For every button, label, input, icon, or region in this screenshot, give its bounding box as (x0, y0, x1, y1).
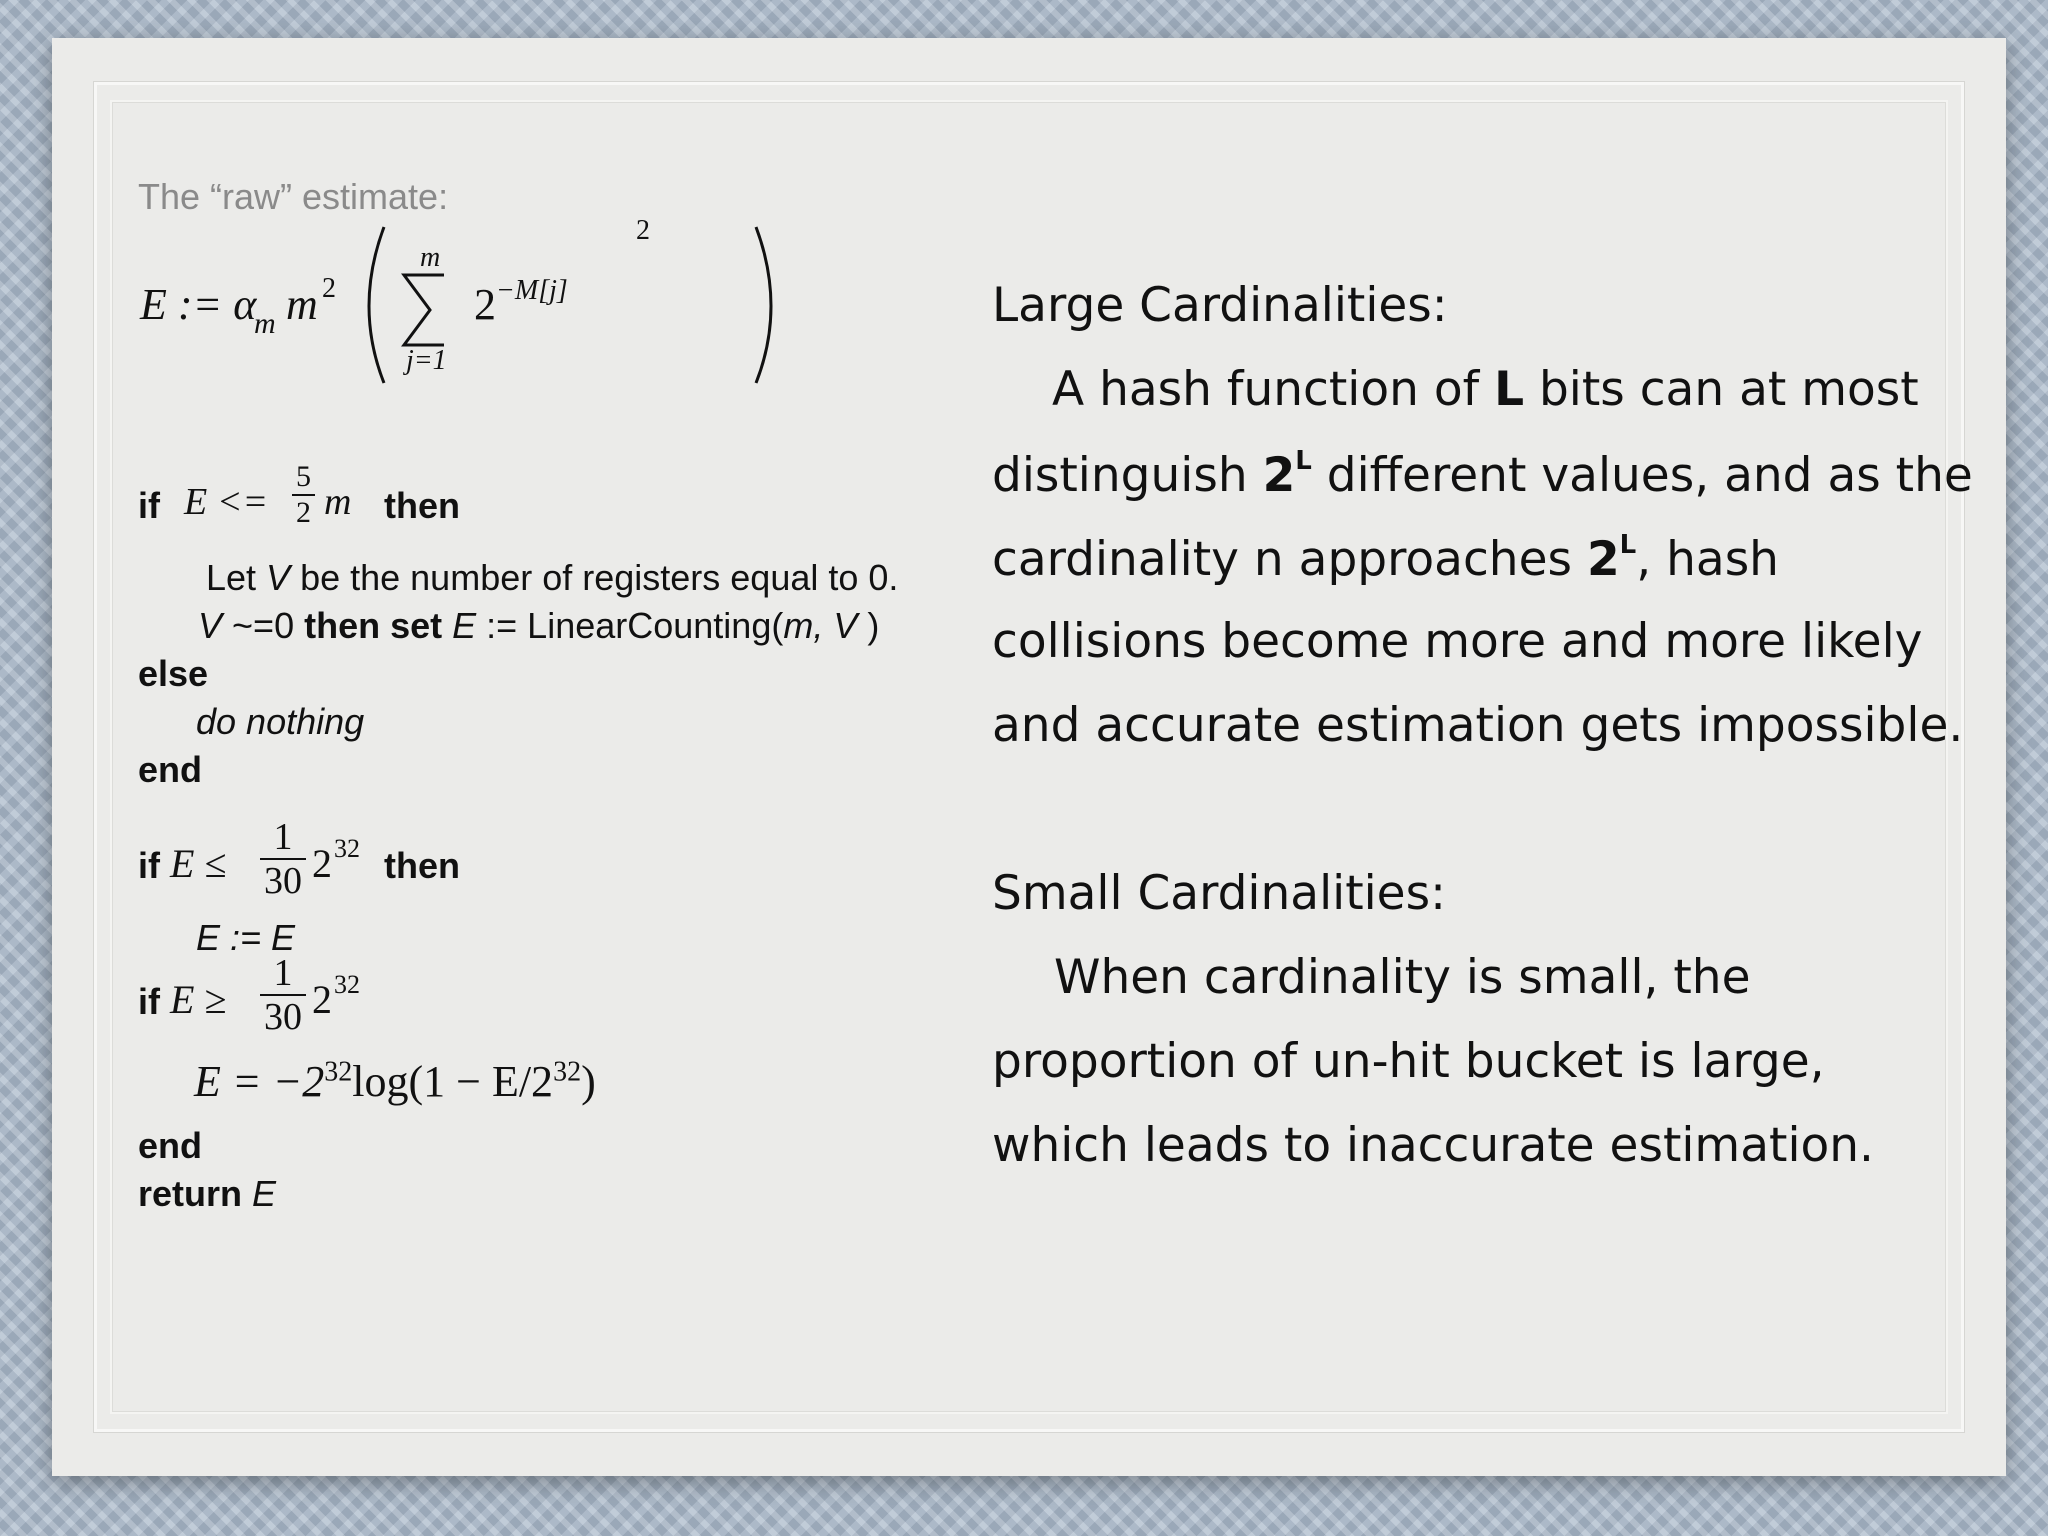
sigma-symbol (404, 275, 444, 345)
large-line-2 (992, 446, 1973, 503)
large-line-1 (1052, 362, 1919, 417)
large-l1-bold: L (1494, 362, 1525, 417)
alg2-if2: if (138, 981, 160, 1022)
alg1-let-line (206, 557, 898, 599)
assign-close: ) (857, 605, 880, 646)
large-l2-post: different values, and as the (1311, 448, 1973, 503)
assign-args: m, V (783, 605, 858, 646)
let-var: V (266, 557, 291, 598)
formula2-exp2: 32 (553, 1056, 582, 1088)
formula2-lhs: E = −2 (194, 1057, 325, 1106)
large-l3-post: , hash (1636, 532, 1779, 587)
alg2-if1: if (138, 845, 160, 886)
alg1-cond-m: m (324, 481, 352, 523)
alg2-frac2-den: 30 (260, 994, 306, 1036)
large-l1-pre: A hash function of (1052, 362, 1495, 417)
formula2-mid: log(1 − E/2 (352, 1057, 554, 1106)
formula-m: m (286, 280, 318, 329)
formula2-exp: 32 (324, 1056, 353, 1088)
assign-op: := LinearCounting( (476, 605, 784, 646)
alg2-then: then (384, 845, 460, 886)
then-set: then set (304, 605, 443, 646)
formula-lhs: E := α (140, 280, 257, 329)
alg2-return (138, 1173, 276, 1215)
large-line-5: and accurate estimation gets impossible. (992, 698, 1964, 753)
large-l1-post: bits can at most (1524, 362, 1919, 417)
alg2-frac1 (260, 818, 306, 900)
alg2-frac1-den: 30 (260, 858, 306, 900)
raw-estimate-formula (140, 215, 660, 395)
alg2-cond1-lhs: E ≤ (170, 841, 227, 886)
sum-term-base: 2 (474, 280, 496, 329)
let-rest: be the number of registers equal to 0. (290, 557, 899, 598)
alg1-do-nothing: do nothing (196, 701, 365, 742)
alg2-assign1: E := E (196, 917, 296, 958)
left-paren (369, 227, 384, 383)
alg1-cond-lhs: E <= (184, 481, 268, 523)
large-l2-bold: 2 (1262, 448, 1296, 503)
alg2-cond2-lhs: E ≥ (170, 977, 227, 1022)
large-title: Large Cardinalities: (992, 278, 1448, 333)
outer-exp: 2 (636, 215, 650, 246)
return-kw: return (138, 1173, 243, 1214)
right-paren (756, 227, 771, 383)
alg1-frac-num: 5 (296, 460, 311, 493)
sum-lower: j=1 (406, 345, 447, 376)
alg2-end: end (138, 1125, 203, 1166)
v-var: V (198, 605, 223, 646)
large-l3-bold: 2 (1586, 532, 1620, 587)
formula2-end: ) (581, 1057, 596, 1106)
raw-estimate-label: The “raw” estimate: (138, 176, 449, 217)
v-cond: ~=0 (222, 605, 305, 646)
alg2-pow1-exp: 32 (334, 834, 360, 863)
large-l2-sup: L (1295, 446, 1312, 476)
alg2-pow2-base: 2 (312, 977, 332, 1022)
alg2-pow1-base: 2 (312, 841, 332, 886)
small-line-1: When cardinality is small, the (1054, 950, 1751, 1005)
small-line-3: which leads to inaccurate estimation. (992, 1118, 1874, 1173)
alg1-if: if (138, 485, 160, 526)
alg1-v-line (198, 605, 879, 647)
small-title: Small Cardinalities: (992, 866, 1446, 921)
sum-upper: m (420, 242, 441, 273)
alg2-frac2 (260, 954, 306, 1036)
alg2-pow2-exp: 32 (334, 970, 360, 999)
alg2-frac1-num: 1 (273, 816, 293, 858)
alg1-then: then (384, 485, 460, 526)
large-line-3 (992, 530, 1779, 587)
formula-m-exp: 2 (322, 273, 336, 304)
large-l2-pre: distinguish (992, 448, 1263, 503)
alg1-end: end (138, 749, 203, 790)
large-l3-sup: L (1619, 530, 1637, 560)
formula-alpha-sub: m (254, 307, 276, 340)
small-line-2: proportion of un-hit bucket is large, (992, 1034, 1825, 1089)
alg2-frac2-num: 1 (273, 952, 293, 994)
large-l3-pre: cardinality n approaches (992, 532, 1587, 587)
alg1-frac-den: 2 (292, 494, 315, 528)
alg2-formula (194, 1056, 596, 1107)
assign-var: E (442, 605, 477, 646)
large-line-4: collisions become more and more likely (992, 614, 1923, 669)
alg1-else: else (138, 653, 209, 694)
return-var: E (252, 1173, 277, 1214)
alg1-frac (292, 462, 315, 528)
let-pre: Let (206, 557, 267, 598)
sum-term-exp: −M[j] (496, 275, 568, 306)
